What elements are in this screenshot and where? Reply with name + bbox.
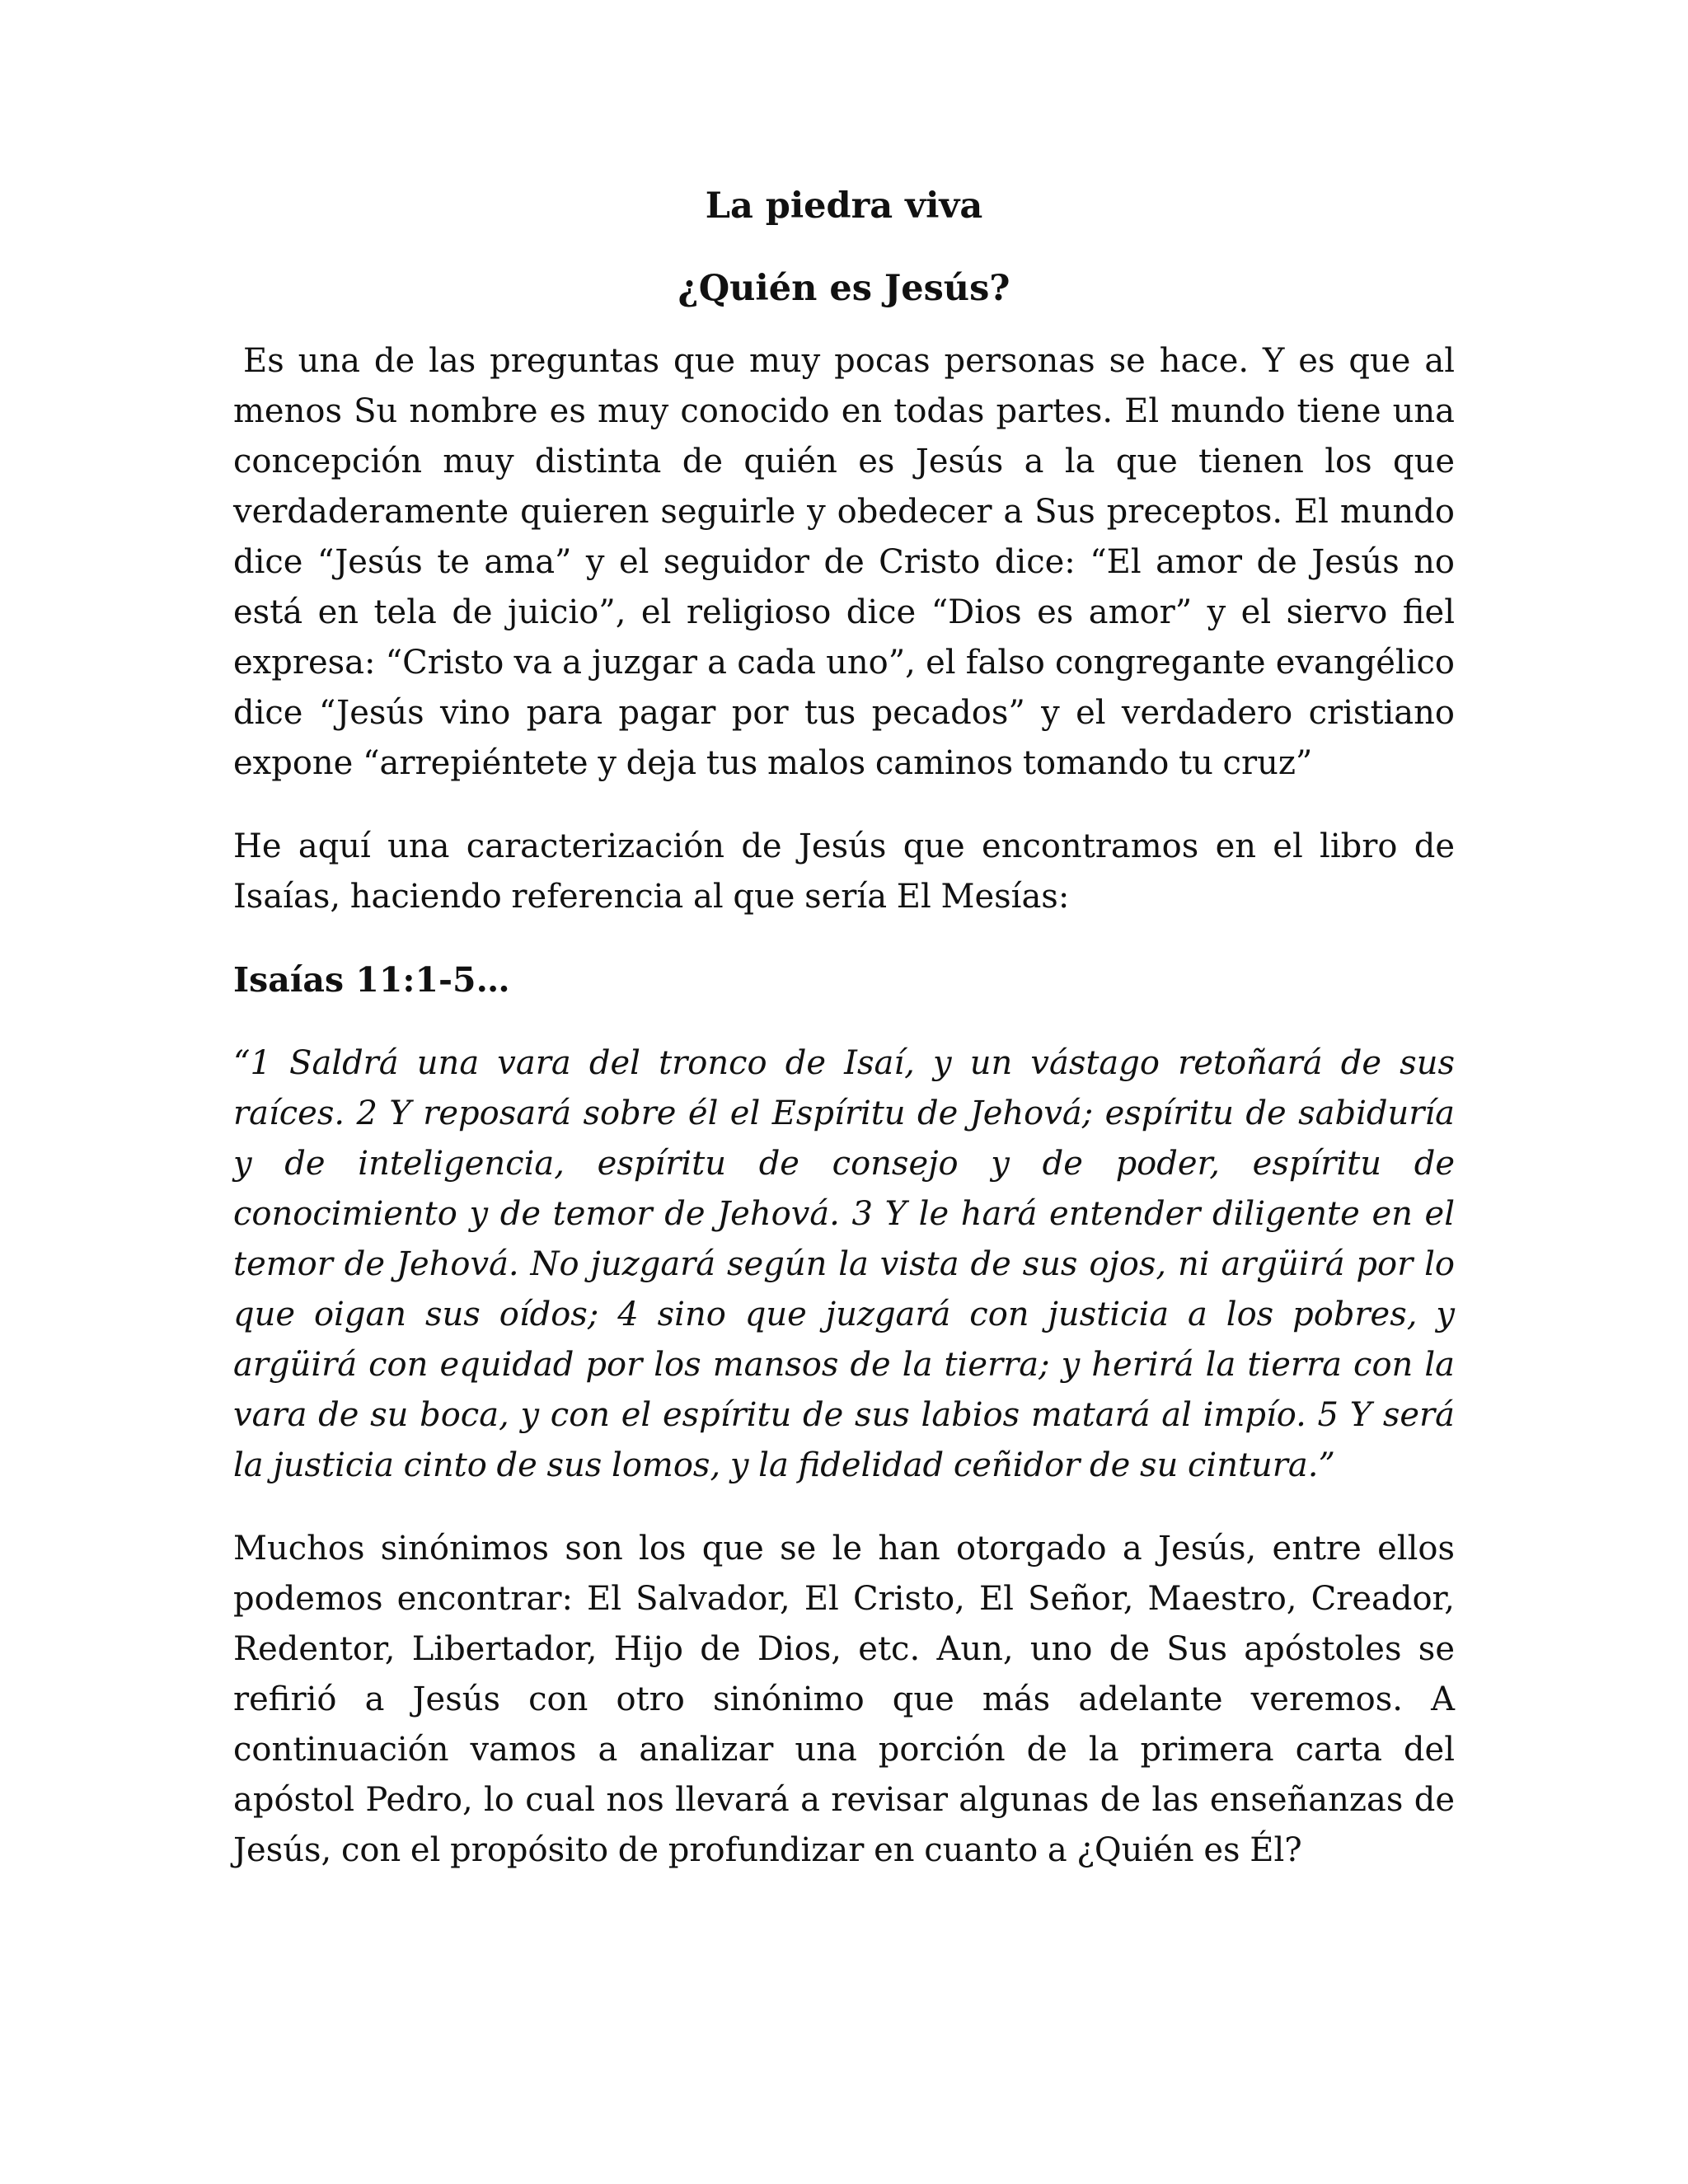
intro-paragraph: Es una de las preguntas que muy pocas personas se hace. Y es que al menos Su nombre es muy conocido en todas partes. El mundo tiene una concepción muy distinta de quién es Jesús a la que tienen los que verdaderamente quieren seguirle y obedecer a Sus preceptos. El mundo dice “Jesús te ama” y el seguidor de Cristo dice: “El amor de Jesús no está en tela de juicio”, el religioso dice “Dios es amor” y el siervo fiel expresa: “Cristo va a juzgar a cada uno”, el falso congregante evangélico dice “Jesús vino para pagar por tus pecados” y el verdadero cristiano expone “arrepiéntete y deja tus malos caminos tomando tu cruz” (233, 342, 1455, 782)
closing-paragraph: Muchos sinónimos son los que se le han otorgado a Jesús, entre ellos podemos encontrar: El Salvador, El Cristo, El Señor, Maestro, Creador, Redentor, Libertador, Hijo de Dios, etc. Aun, uno de Sus apóstoles se refirió a Jesús con otro sinónimo que más adelante veremos. A continuación vamos a analizar una porción de la primera carta del apóstol Pedro, lo cual nos llevará a revisar algunas de las enseñanzas de Jesús, con el propósito de profundizar en cuanto a ¿Quién es Él? (233, 1530, 1455, 1869)
isaiah-intro-paragraph: He aquí una caracterización de Jesús que encontramos en el libro de Isaías, haciendo referencia al que sería El Mesías: (233, 827, 1455, 916)
scripture-quote: “1 Saldrá una vara del tronco de Isaí, y un vástago retoñará de sus raíces. 2 Y reposará sobre él el Espíritu de Jehová; espíritu de sabiduría y de inteligencia, espíritu de consejo y de poder, espíritu de conocimiento y de temor de Jehová. 3 Y le hará entender diligente en el temor de Jehová. No juzgará según la vista de sus ojos, ni argüirá por lo que oigan sus oídos; 4 sino que juzgará con justicia a los pobres, y argüirá con equidad por los mansos de la tierra; y herirá la tierra con la vara de su boca, y con el espíritu de sus labios matará al impío. 5 Y será la justicia cinto de sus lomos, y la fidelidad ceñidor de su cintura.” (233, 1044, 1455, 1484)
scripture-reference: Isaías 11:1-5… (233, 960, 510, 1000)
page-content (233, 181, 1455, 1909)
document-subtitle: ¿Quién es Jesús? (678, 268, 1010, 309)
document-title: La piedra viva (705, 185, 983, 227)
